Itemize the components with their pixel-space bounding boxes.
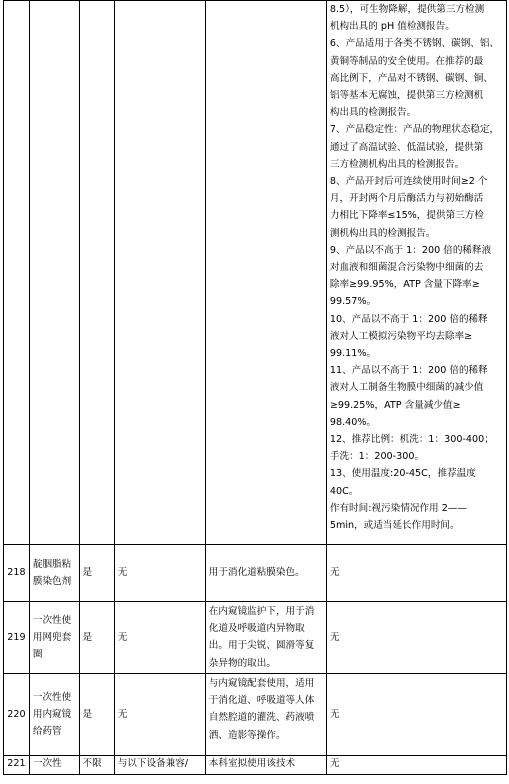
spec-line: 7、产品稳定性：产品的物理状态稳定， <box>329 124 500 136</box>
cell-col5: 无 <box>326 545 506 602</box>
spec-line: 8.5），可生物降解，提供第三方检测 <box>329 4 485 15</box>
spec-line: 11、产品以不高于 1：200 倍的稀释 <box>329 365 488 377</box>
spec-line: 98.40%。 <box>329 416 377 428</box>
spec-line: 除率≥99.95%，ATP 含量下降率≥ <box>329 279 480 291</box>
spec-line: 10、产品以不高于 1：200 倍的稀释 <box>329 313 488 325</box>
table-row <box>4 756 507 775</box>
cell-col4: 在内窥镜监护下，用于消化道及呼吸道内异物取出。用于尖锐、圆滑等复杂异物的取出。 <box>205 602 326 674</box>
spec-line: 液对人工制备生物膜中细菌的减少值 <box>329 382 484 394</box>
spec-line: 机构出具的 pH 值检测报告。 <box>329 21 455 33</box>
spec-line: 6、产品适用于各类不锈钢、碳钢、铝、 <box>329 38 500 50</box>
row-number: 220 <box>4 674 30 756</box>
spec-line: ≥99.25%，ATP 含量减少值≥ <box>329 399 461 411</box>
spec-line: 13、使用温度:20-45C，推荐温度 <box>329 468 476 480</box>
spec-line: 作有时间:视污染情况作用 2—— <box>329 502 467 514</box>
cell-col3: 无 <box>114 545 205 602</box>
product-name: 一次性使用内窥镜给药管 <box>29 674 79 756</box>
row-number: 218 <box>4 545 30 602</box>
cell-col3: 无 <box>114 602 205 674</box>
spec-cell <box>326 1 506 545</box>
spec-line: 力相比下降率≤15%，提供第三方检 <box>329 210 484 222</box>
product-name: 一次性 <box>29 756 79 775</box>
cell-col4: 用于消化道粘膜染色。 <box>205 545 326 602</box>
spec-line: 12、推荐比例：机洗：1：300-400； <box>329 434 494 446</box>
cell-col2: 不限 <box>79 756 114 775</box>
cell-col3: 与以下设备兼容/ <box>114 756 205 775</box>
spec-line: 8、产品开封后可连续使用时间≥2 个 <box>329 176 488 188</box>
cell-col2: 是 <box>79 674 114 756</box>
spec-line: 铝等基本无腐蚀，提供第三方检测机 <box>329 90 484 102</box>
spec-line: 40C。 <box>329 485 359 497</box>
procurement-table <box>3 0 507 775</box>
row-number: 219 <box>4 602 30 674</box>
cell-col5: 无 <box>326 602 506 674</box>
product-name: 一次性使用网兜套圈 <box>29 602 79 674</box>
cell-col5: 无 <box>326 756 506 775</box>
cell-col4 <box>205 1 326 545</box>
spec-line: 手洗：1：200-300。 <box>329 451 425 463</box>
spec-line: 99.57%。 <box>329 296 377 308</box>
cell-name <box>29 1 79 545</box>
table-row <box>4 674 507 756</box>
cell-no <box>4 1 30 545</box>
spec-line: 通过了高温试验、低温试验，提供第 <box>329 141 484 153</box>
spec-line: 对血液和细菌混合污染物中细菌的去 <box>329 262 484 274</box>
cell-col5: 无 <box>326 674 506 756</box>
spec-line: 99.11%。 <box>329 348 377 360</box>
table-row <box>4 602 507 674</box>
spec-line: 9、产品以不高于 1：200 倍的稀释液 <box>329 244 492 256</box>
spec-line: 黄铜等制品的安全使用。在推荐的最 <box>329 55 484 67</box>
cell-col2 <box>79 1 114 545</box>
row-number: 221 <box>4 756 30 775</box>
product-name: 靛胭脂粘膜染色剂 <box>29 545 79 602</box>
table-row <box>4 1 507 545</box>
table-row <box>4 545 507 602</box>
spec-line: 液对人工模拟污染物平均去除率≥ <box>329 330 473 342</box>
spec-line: 构出具的检测报告。 <box>329 107 417 119</box>
spec-line: 5min，或适当延长作用时间。 <box>329 520 460 532</box>
spec-line: 测机构出具的检测报告。 <box>329 227 436 239</box>
cell-col2: 是 <box>79 602 114 674</box>
cell-col4: 与内窥镜配套使用，适用于消化道、呼吸道等人体自然腔道的灌洗、药液喷洒、造影等操作。 <box>205 674 326 756</box>
spec-line: 高比例下，产品对不锈钢、碳钢、铜、 <box>329 72 493 84</box>
cell-col3: 无 <box>114 674 205 756</box>
spec-line: 月，开封两个月后酶活力与初始酶活 <box>329 193 484 205</box>
cell-col3 <box>114 1 205 545</box>
cell-col4: 本科室拟使用该技术 <box>205 756 326 775</box>
cell-col2: 是 <box>79 545 114 602</box>
spec-line: 三方检测机构出具的检测报告。 <box>329 158 465 170</box>
